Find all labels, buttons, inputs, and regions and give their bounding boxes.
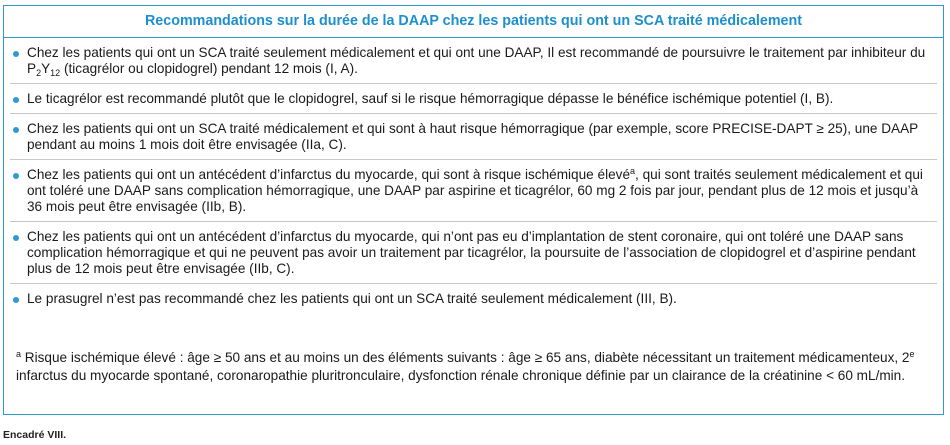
figure-caption: Encadré VIII. <box>3 429 67 441</box>
recommendations-list <box>4 38 943 313</box>
bullet-icon <box>13 235 19 241</box>
footnote-marker: a <box>16 349 22 359</box>
list-item <box>10 84 937 114</box>
list-item <box>10 114 937 160</box>
item-text: Chez les patients qui ont un SCA traité seulement médicalement et qui ont une DAAP, Il est recommandé de poursuivre le traitement par inhibiteur du $P_2Y_{12}$ (ticagrélor ou clopidogrel) pendant 12 mois (I, A). <box>27 45 926 78</box>
recommendations-box <box>3 5 944 415</box>
item-text: Chez les patients qui ont un SCA traité médicalement et qui sont à haut risque hémorragique (par exemple, score PRECISE-DAPT ≥ 25), une DAAP pendant au moins 1 mois doit être envisagée (IIa, C). <box>27 121 919 152</box>
item-text: Chez les patients qui ont un antécédent d’infarctus du myocarde, qui n’ont pas eu d’implantation de stent coronaire, qui ont toléré une DAAP sans complication hémorragique et qui ne peuvent pas avoir un traitement par ticagrélor, la poursuite de l’association de clopidogrel et d’aspirine pendant plus de 12 mois peut être envisagée (IIb, C). <box>27 229 916 276</box>
bullet-icon <box>13 173 19 179</box>
footnote: $^a$ Risque ischémique élevé : âge ≥ 50 ans et au moins un des éléments suivants : âge ≥ 65 ans, diabète nécessitant un traitement médicamenteux, 2e infarctus du myocarde spontané, coronaropathie pluritronculaire, dysfonction rénale chronique définie par un clairance de la créatinine < 60 mL/min. <box>16 349 915 383</box>
bullet-icon <box>13 51 19 57</box>
list-item <box>10 160 937 222</box>
bullet-icon <box>13 97 19 103</box>
item-text: Le prasugrel n’est pas recommandé chez les patients qui ont un SCA traité seulement médicalement (III, B). <box>27 291 677 306</box>
list-item <box>10 38 937 84</box>
list-item <box>10 222 937 284</box>
item-text: Chez les patients qui ont un antécédent d’infarctus du myocarde, qui sont à risque ischémique élevé$^a$, qui sont traités seulement médicalement et qui ont toléré une DAAP sans complication hémorragique, une DAAP par aspirine et ticagrélor, 60 mg 2 fois par jour, pendant plus de 12 mois et jusqu’à 36 mois peut être envisagée (IIb, B). <box>27 166 923 214</box>
box-title: Recommandations sur la durée de la DAAP chez les patients qui ont un SCA traité médicalement <box>4 6 943 38</box>
list-item <box>10 284 937 313</box>
item-text: Le ticagrélor est recommandé plutôt que le clopidogrel, sauf si le risque hémorragique dépasse le bénéfice ischémique potentiel (I, B). <box>27 91 834 106</box>
bullet-icon <box>13 297 19 303</box>
bullet-icon <box>13 127 19 133</box>
